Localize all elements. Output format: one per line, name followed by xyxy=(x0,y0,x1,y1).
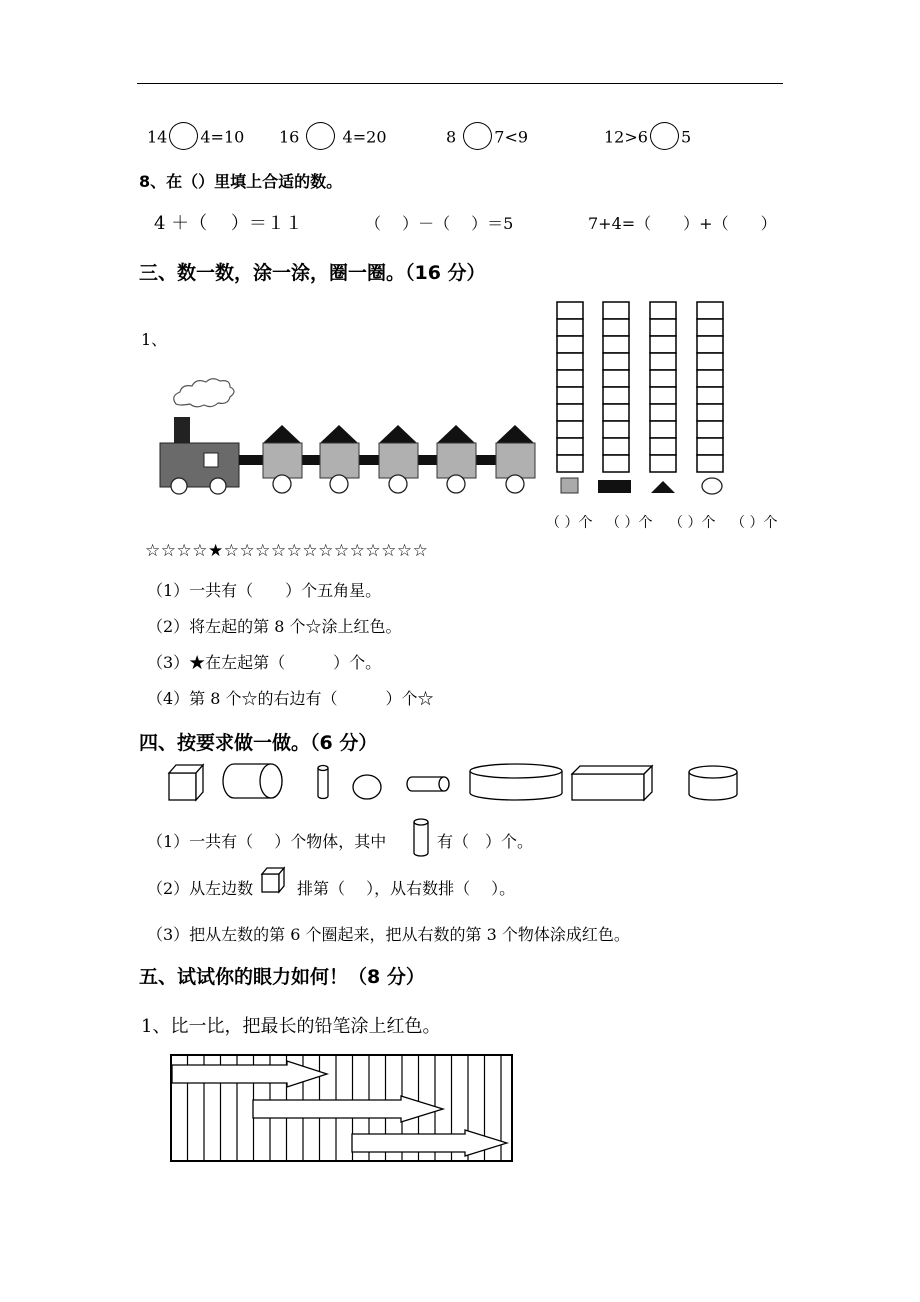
s4-sub-3: （3）把从左数的第 6 个圈起来，把从右数的第 3 个物体涂成红色。 xyxy=(147,925,630,944)
s3-sub-3: （3）★在左起第（ ）个。 xyxy=(147,653,382,672)
q1-label: 1、 xyxy=(141,330,168,349)
s3-sub-4: （4）第 8 个☆的右边有（ ）个☆ xyxy=(147,689,434,708)
s4-sub-2b: 排第（ ），从右数排（ ）。 xyxy=(297,879,516,898)
s4-sub-2a: （2）从左边数 xyxy=(147,879,254,898)
compare-right: 7<9 xyxy=(494,127,529,147)
q8-equation-2: （ ）－（ ）＝5 xyxy=(365,214,514,233)
compare-left: 16 xyxy=(279,127,300,147)
q8-equation-3: 7+4=（ ）+（ ） xyxy=(588,214,777,233)
compare-right: 4=20 xyxy=(342,127,387,147)
pencil-3 xyxy=(352,1130,507,1156)
s4-sub-1a: （1）一共有（ ）个物体，其中 xyxy=(147,832,387,851)
s3-sub-1: （1）一共有（ ）个五角星。 xyxy=(147,581,382,600)
q8-title: 8、在（）里填上合适的数。 xyxy=(139,172,343,191)
section-5-title: 五、试试你的眼力如何！（8 分） xyxy=(139,966,425,988)
compare-right: 5 xyxy=(680,127,692,147)
count-label-3: （ ）个 xyxy=(669,515,716,531)
s3-sub-2: （2）将左起的第 8 个☆涂上红色。 xyxy=(147,617,402,636)
compare-right: 4=10 xyxy=(200,127,245,147)
count-label-2: （ ）个 xyxy=(606,515,653,531)
count-label-4: （ ）个 xyxy=(731,515,778,531)
s5-q1: 1、比一比，把最长的铅笔涂上红色。 xyxy=(141,1016,441,1037)
section-3-title: 三、数一数，涂一涂，圈一圈。（16 分） xyxy=(139,262,486,284)
compare-left: 14 xyxy=(147,127,168,147)
compare-left: 8 xyxy=(446,127,457,147)
compare-left: 12>6 xyxy=(604,127,648,147)
section-4-title: 四、按要求做一做。（6 分） xyxy=(139,732,378,754)
s4-sub-1b: 有（ ）个。 xyxy=(437,832,534,851)
pencil-2 xyxy=(253,1096,443,1122)
count-label-1: （ ）个 xyxy=(546,515,593,531)
star-row: ☆☆☆☆★☆☆☆☆☆☆☆☆☆☆☆☆☆ xyxy=(145,541,429,561)
q8-equation-1: 4 ＋（ ）＝１１ xyxy=(154,213,303,234)
pencil-1 xyxy=(172,1061,327,1087)
